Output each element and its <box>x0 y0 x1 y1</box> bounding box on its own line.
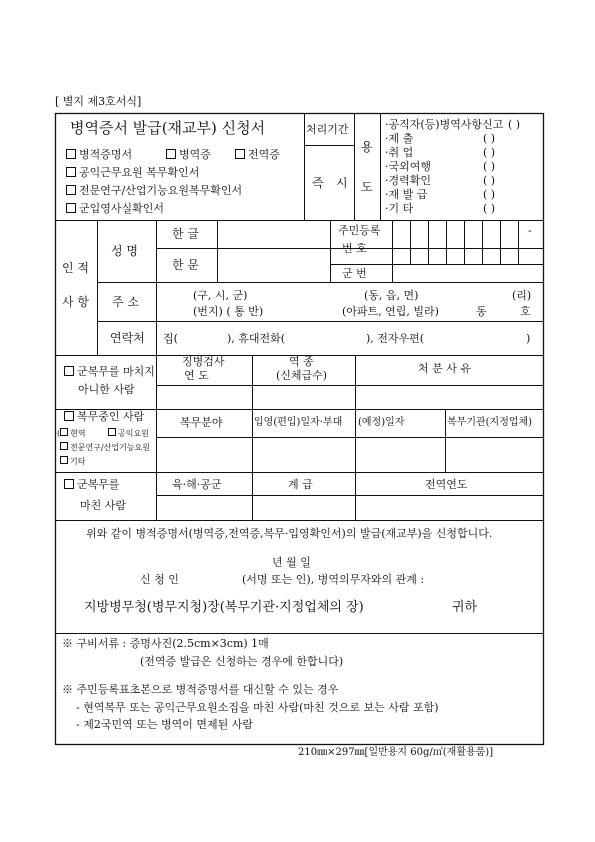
checkbox[interactable] <box>235 149 245 159</box>
purpose-item: ·취 업 <box>385 146 414 159</box>
rrn-dash: - <box>528 224 532 237</box>
col-header: 역 종 <box>289 355 314 368</box>
hanja-label: 한 문 <box>172 258 199 272</box>
contact-label: 연락처 <box>110 331 145 345</box>
checkbox[interactable] <box>60 442 68 450</box>
contact-home[interactable]: 집( <box>163 332 178 345</box>
serving-sub-option[interactable]: 공익요원 <box>108 428 149 438</box>
checkbox[interactable] <box>66 149 76 159</box>
doc-type-option[interactable]: 병역증 <box>166 149 211 160</box>
col-header: 입영(편입)일자·부대 <box>254 417 343 428</box>
checkbox[interactable] <box>60 428 68 436</box>
serving-sub-option[interactable]: 기타 <box>60 456 85 466</box>
purpose-paren[interactable]: ( ) <box>483 160 496 173</box>
substitute-item: - 현역복무 또는 공익근무요원소집을 마친 사람(마친 것으로 보는 사람 포함) <box>76 701 439 714</box>
purpose-item: ·제 출 <box>385 132 414 145</box>
col-header: 전역연도 <box>425 478 468 491</box>
address-part[interactable]: (번지) ( 통 반) <box>193 305 264 318</box>
purpose-item: ·공직자(등)병역사항신고 <box>385 118 504 131</box>
col-header: 육·해·공군 <box>172 478 222 491</box>
processing-value: 즉 <box>312 176 324 190</box>
address-part[interactable]: (리) <box>512 289 532 302</box>
purpose-label: 용 <box>361 140 373 154</box>
required-docs: ※ 구비서류 : 증명사진(2.5cm×3cm) 1매 <box>62 637 269 650</box>
checkbox[interactable] <box>66 203 76 213</box>
purpose-item: ·경력확인 <box>385 174 432 187</box>
purpose-label: 도 <box>361 180 373 194</box>
checkbox[interactable] <box>64 411 74 421</box>
required-docs-sub: (전역증 발급은 신청하는 경우에 한합니다) <box>140 655 344 668</box>
applicant-label: 신 청 인 <box>140 573 179 586</box>
completed-label: 마친 사람 <box>80 499 127 512</box>
col-header: (신체급수) <box>276 369 328 382</box>
address-part[interactable]: (동, 읍, 면) <box>364 289 419 302</box>
purpose-paren[interactable]: ( ) <box>508 118 521 131</box>
purpose-item: ·재 발 급 <box>385 188 428 201</box>
address-part[interactable]: 동 <box>476 305 487 318</box>
rrn-label: 주민등록 <box>338 224 381 237</box>
address-part[interactable]: (아파트, 연립, 빌라) <box>342 305 439 318</box>
substitute-note: ※ 주민등록표초본으로 병적증명서를 대신할 수 있는 경우 <box>62 683 339 696</box>
contact-close: ) <box>526 332 531 345</box>
hangul-label: 한 글 <box>172 227 199 241</box>
purpose-item: ·국외여행 <box>385 160 432 173</box>
paper-spec: 210㎜×297㎜[일반용지 60g/㎡(재활용품)] <box>298 747 494 758</box>
purpose-paren[interactable]: ( ) <box>483 202 496 215</box>
not-served-option[interactable]: 군복무를 마치지 <box>64 366 155 377</box>
col-header: 복무분야 <box>180 416 223 429</box>
name-hangul-field[interactable] <box>218 221 330 248</box>
military-no-field[interactable] <box>393 265 543 282</box>
doc-type-option[interactable]: 병적증명서 <box>66 149 132 160</box>
purpose-item: ·기 타 <box>385 202 414 215</box>
not-served-label: 아니한 사람 <box>78 383 135 396</box>
doc-type-option[interactable]: 전역증 <box>235 149 280 160</box>
addressee: 지방병무청(병무지청)장(복무기관·지정업체의 장) <box>84 600 364 615</box>
serving-sub-option[interactable]: 전문연구/산업기능요원 <box>60 442 150 452</box>
honorific: 귀하 <box>452 600 478 615</box>
declaration-date[interactable]: 년 월 일 <box>272 556 311 569</box>
substitute-item: - 제2국민역 또는 병역이 면제된 사람 <box>76 718 253 731</box>
purpose-paren[interactable]: ( ) <box>483 174 496 187</box>
checkbox[interactable] <box>64 366 74 376</box>
name-label: 성 명 <box>111 244 138 258</box>
section-personal: 사 항 <box>62 295 89 309</box>
purpose-paren[interactable]: ( ) <box>483 132 496 145</box>
rrn-label: 번 호 <box>342 242 367 255</box>
col-header: 계 급 <box>288 478 313 491</box>
checkbox[interactable] <box>60 456 68 464</box>
contact-email[interactable]: ), 전자우편( <box>366 332 425 345</box>
completed-option[interactable]: 군복무를 <box>64 479 120 490</box>
form-number: [ 별지 제3호서식] <box>55 95 142 108</box>
address-part[interactable]: 호 <box>520 305 531 318</box>
purpose-paren[interactable]: ( ) <box>483 188 496 201</box>
contact-mobile[interactable]: ), 휴대전화( <box>227 332 286 345</box>
col-header: 징병검사 <box>182 355 225 368</box>
col-header: 복무기관(지정업체) <box>447 417 533 428</box>
col-header: (예정)일자 <box>358 417 405 428</box>
section-personal: 인 적 <box>62 261 89 275</box>
checkbox[interactable] <box>166 149 176 159</box>
purpose-paren[interactable]: ( ) <box>483 146 496 159</box>
col-header: 처 분 사 유 <box>418 362 471 375</box>
applicant-sign[interactable]: (서명 또는 인), 병역의무자와의 관계 : <box>242 573 425 586</box>
declaration-sentence: 위와 같이 병적증명서(병역증,전역증,복무·입영확인서)의 발급(재교부)을 신청합니다. <box>86 527 493 540</box>
doc-type-option[interactable]: 전문연구/산업기능요원복무확인서 <box>66 185 242 196</box>
military-no-label: 군 번 <box>342 267 367 280</box>
col-header: 연 도 <box>184 369 209 382</box>
checkbox[interactable] <box>66 167 76 177</box>
processing-period-label: 처리기간 <box>306 123 349 136</box>
name-hanja-field[interactable] <box>218 249 330 282</box>
form-title: 병역증서 발급(재교부) 신청서 <box>70 119 266 137</box>
serving-sub-option[interactable]: ( 현역 <box>57 429 86 438</box>
processing-value: 시 <box>336 176 348 190</box>
checkbox[interactable] <box>108 428 116 436</box>
address-part[interactable]: (구, 시, 군) <box>193 289 248 302</box>
address-label: 주 소 <box>112 295 139 309</box>
checkbox[interactable] <box>64 479 74 489</box>
serving-option[interactable]: 복무중인 사람 <box>64 411 144 422</box>
doc-type-option[interactable]: 공익근무요원 복무확인서 <box>66 167 199 178</box>
doc-type-option[interactable]: 군입영사실확인서 <box>66 203 164 214</box>
checkbox[interactable] <box>66 185 76 195</box>
